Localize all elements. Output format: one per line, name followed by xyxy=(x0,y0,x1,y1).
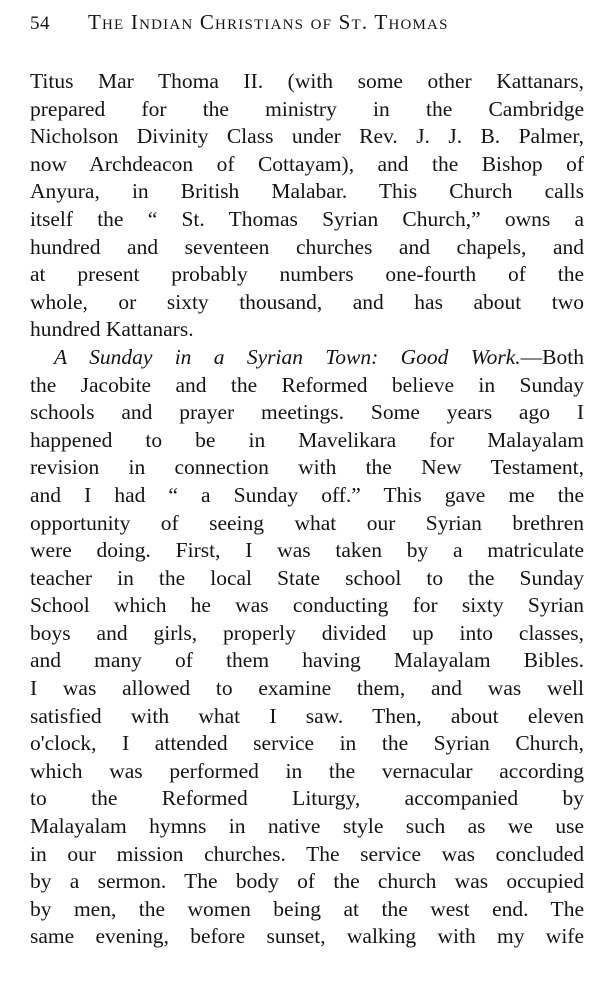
text-line: the Jacobite and the Reformed believe in Sunday xyxy=(30,372,584,397)
text-line: boys and girls, properly divided up into classes, xyxy=(30,620,584,645)
text-line: Titus Mar Thoma II. (with some other Kattanars, xyxy=(30,69,584,93)
text-line: now Archdeacon of Cottayam), and the Bishop of xyxy=(30,151,584,176)
page-number: 54 xyxy=(30,13,50,34)
text-line: hundred Kattanars. xyxy=(30,317,194,342)
text-line: Malayalam hymns in native style such as we use xyxy=(30,814,584,839)
text-line: whole, or sixty thousand, and has about two xyxy=(30,289,584,314)
section-heading-tail: —Both xyxy=(520,344,584,369)
text-line: by men, the women being at the west end. The xyxy=(30,896,584,921)
text-line: which was performed in the vernacular according xyxy=(30,758,584,783)
text-line: were doing. First, I was taken by a matriculate xyxy=(30,538,584,563)
text-line: revision in connection with the New Testament, xyxy=(30,455,584,480)
running-title: The Indian Christians of St. Thomas xyxy=(88,10,449,34)
text-line: I was allowed to examine them, and was well xyxy=(30,676,584,701)
text-line: in our mission churches. The service was concluded xyxy=(30,841,584,866)
text-line: satisfied with what I saw. Then, about eleven xyxy=(30,703,584,728)
text-line: opportunity of seeing what our Syrian brethren xyxy=(30,510,584,535)
text-line: same evening, before sunset, walking with my wife xyxy=(30,924,584,949)
text-line: teacher in the local State school to the Sunday xyxy=(30,565,584,590)
text-line: o'clock, I attended service in the Syrian Church, xyxy=(30,731,584,756)
body-text xyxy=(30,68,584,951)
text-line: Nicholson Divinity Class under Rev. J. J. B. Palmer, xyxy=(30,124,584,149)
section-heading-line xyxy=(30,344,584,372)
text-line: Anyura, in British Malabar. This Church calls xyxy=(30,179,584,204)
text-line: School which he was conducting for sixty Syrian xyxy=(30,593,584,618)
text-line: happened to be in Mavelikara for Malayalam xyxy=(30,427,584,452)
text-line: schools and prayer meetings. Some years ago I xyxy=(30,400,584,425)
text-line: by a sermon. The body of the church was occupied xyxy=(30,869,584,894)
text-line: to the Reformed Liturgy, accompanied by xyxy=(30,786,584,811)
text-line: at present probably numbers one-fourth of the xyxy=(30,262,584,287)
text-line: hundred and seventeen churches and chapels, and xyxy=(30,234,584,259)
text-line: itself the “ St. Thomas Syrian Church,” owns a xyxy=(30,206,584,231)
page-header xyxy=(30,10,584,50)
section-heading: A Sunday in a Syrian Town: Good Work. xyxy=(54,344,521,369)
text-line: and many of them having Malayalam Bibles. xyxy=(30,648,584,673)
text-line: prepared for the ministry in the Cambridge xyxy=(30,96,584,121)
text-line: and I had “ a Sunday off.” This gave me the xyxy=(30,482,584,507)
